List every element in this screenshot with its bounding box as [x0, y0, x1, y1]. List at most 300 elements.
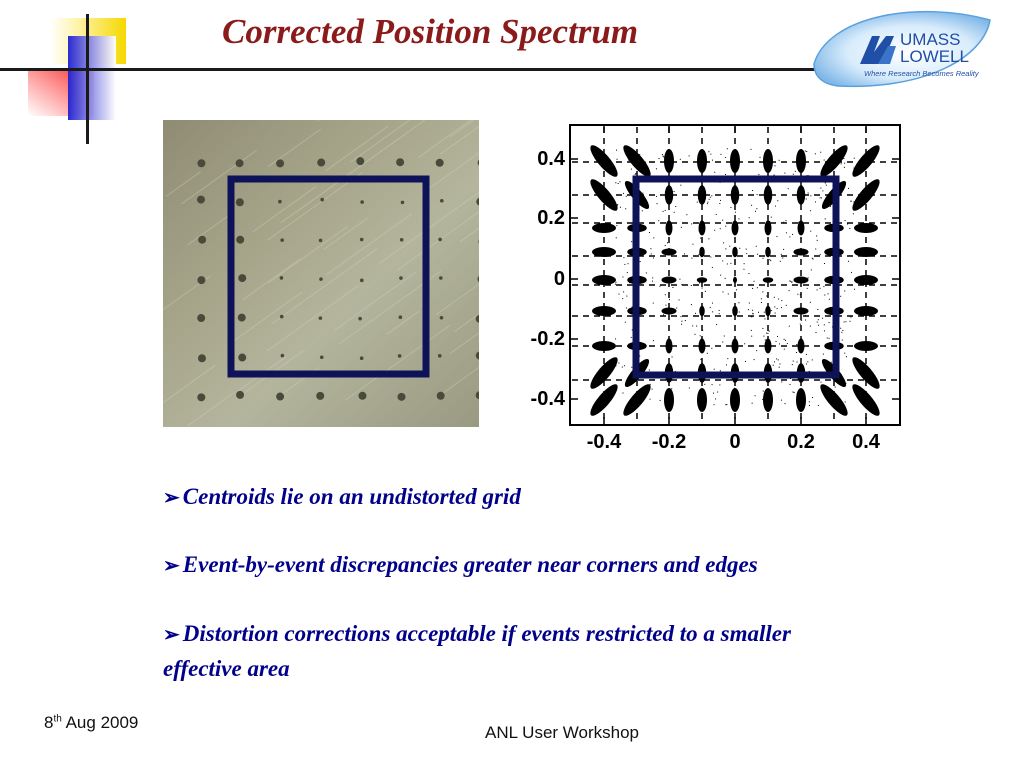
scatter-point — [765, 152, 766, 153]
scatter-point — [815, 332, 816, 333]
scatter-point — [716, 214, 717, 215]
scatter-point — [761, 302, 762, 303]
scatter-point — [738, 218, 739, 219]
scatter-cluster — [697, 277, 708, 283]
scatter-point — [845, 321, 846, 322]
scatter-point — [722, 220, 723, 221]
scatter-point — [739, 312, 740, 313]
scatter-point — [764, 312, 765, 313]
scatter-point — [807, 361, 808, 362]
scatter-point — [817, 322, 818, 323]
scatter-point — [781, 300, 782, 301]
footer-date: 8th Aug 2009 — [44, 713, 139, 732]
scatter-point — [622, 277, 623, 278]
scatter-point — [775, 313, 776, 314]
scatter-point — [851, 272, 852, 273]
scatter-point — [616, 282, 617, 283]
scatter-point — [806, 363, 807, 364]
scatter-point — [841, 374, 842, 375]
scatter-cluster — [592, 223, 616, 233]
scatter-point — [792, 391, 793, 392]
scatter-point — [830, 394, 831, 395]
scatter-point — [841, 163, 842, 164]
scatter-point — [729, 285, 730, 286]
scatter-point — [770, 260, 771, 261]
xtick-label: 0.2 — [787, 431, 815, 453]
scatter-point — [699, 230, 700, 231]
scatter-point — [734, 158, 735, 159]
scatter-point — [784, 339, 785, 340]
ytick-label: -0.4 — [530, 388, 565, 410]
scatter-point — [776, 236, 777, 237]
scatter-point — [665, 294, 666, 295]
scatter-point — [672, 161, 673, 162]
scatter-point — [719, 310, 720, 311]
scatter-point — [763, 336, 764, 337]
scatter-point — [774, 175, 775, 176]
scatter-point — [631, 169, 632, 170]
xtick-label: -0.2 — [651, 431, 687, 453]
scatter-point — [714, 172, 715, 173]
scatter-point — [644, 206, 645, 207]
scatter-point — [696, 326, 697, 327]
scatter-point — [840, 296, 841, 297]
scatter-point — [757, 287, 758, 288]
scatter-point — [631, 313, 632, 314]
scatter-point — [720, 228, 721, 229]
scatter-point — [793, 174, 794, 175]
scatter-point — [640, 261, 641, 262]
scatter-point — [646, 387, 647, 388]
mask-hole — [238, 314, 246, 322]
scatter-point — [631, 367, 632, 368]
scatter-point — [676, 308, 677, 309]
scatter-cluster — [854, 341, 878, 351]
scatter-point — [800, 343, 801, 344]
scatter-cluster — [854, 223, 878, 233]
mask-hole — [236, 198, 244, 206]
scatter-point — [830, 310, 831, 311]
scatter-point — [795, 171, 796, 172]
scatter-point — [649, 399, 650, 400]
mask-hole — [396, 158, 404, 166]
scatter-point — [848, 188, 849, 189]
scatter-point — [751, 205, 752, 206]
scatter-point — [806, 199, 807, 200]
scatter-point — [765, 339, 766, 340]
scatter-point — [812, 397, 813, 398]
scatter-point — [829, 299, 830, 300]
scatter-point — [646, 272, 647, 273]
scatter-point — [832, 162, 833, 163]
ytick-label: 0 — [553, 268, 565, 290]
scatter-point — [766, 296, 767, 297]
scatter-cluster — [732, 306, 738, 317]
scatter-point — [615, 338, 616, 339]
mask-hole — [236, 159, 244, 167]
scatter-point — [805, 151, 806, 152]
mask-hole — [398, 354, 402, 358]
scatter-point — [619, 181, 620, 182]
scatter-point — [719, 313, 720, 314]
scatter-point — [691, 258, 692, 259]
scatter-point — [623, 257, 624, 258]
scatter-cluster — [733, 277, 737, 283]
scatter-point — [838, 151, 839, 152]
scatter-point — [797, 362, 798, 363]
scatter-point — [802, 366, 803, 367]
scatter-point — [769, 331, 770, 332]
scatter-point — [681, 321, 682, 322]
scatter-point — [749, 303, 750, 304]
scatter-point — [667, 242, 668, 243]
scatter-point — [624, 365, 625, 366]
scatter-point — [830, 206, 831, 207]
scatter-point — [841, 402, 842, 403]
mask-hole — [319, 316, 323, 320]
scatter-point — [705, 156, 706, 157]
scatter-point — [766, 333, 767, 334]
mask-hole — [197, 314, 205, 322]
mask-hole — [238, 354, 246, 362]
scatter-point — [719, 384, 720, 385]
mask-hole — [360, 200, 364, 204]
scatter-point — [738, 302, 739, 303]
mask-hole — [398, 393, 406, 401]
scatter-point — [823, 354, 824, 355]
scatter-point — [758, 312, 759, 313]
scatter-point — [812, 258, 813, 259]
scatter-point — [623, 291, 624, 292]
scatter-point — [629, 282, 630, 283]
scatter-point — [725, 157, 726, 158]
mask-hole — [399, 315, 403, 319]
scatter-point — [789, 326, 790, 327]
mask-hole — [281, 354, 285, 358]
scatter-point — [685, 320, 686, 321]
scatter-point — [681, 324, 682, 325]
scatter-point — [669, 299, 670, 300]
scatter-cluster — [731, 185, 740, 205]
scatter-point — [774, 361, 775, 362]
scatter-point — [752, 403, 753, 404]
scatter-point — [692, 325, 693, 326]
scatter-point — [615, 365, 616, 366]
scatter-point — [704, 384, 705, 385]
scatter-point — [820, 188, 821, 189]
scatter-point — [680, 316, 681, 317]
scatter-point — [707, 202, 708, 203]
scatter-point — [617, 205, 618, 206]
scatter-point — [725, 226, 726, 227]
scatter-point — [850, 317, 851, 318]
scatter-point — [816, 235, 817, 236]
scatter-point — [754, 281, 755, 282]
scatter-cluster — [796, 388, 806, 412]
scatter-point — [762, 291, 763, 292]
scatter-point — [707, 353, 708, 354]
scatter-cluster — [794, 277, 809, 284]
scatter-point — [749, 217, 750, 218]
scatter-point — [736, 289, 737, 290]
scatter-point — [708, 151, 709, 152]
scatter-point — [699, 254, 700, 255]
scatter-point — [754, 359, 755, 360]
scatter-cluster — [854, 306, 878, 316]
mask-hole — [320, 356, 324, 360]
scatter-point — [681, 284, 682, 285]
scatter-point — [618, 183, 619, 184]
scatter-cluster — [664, 388, 674, 412]
scatter-point — [823, 286, 824, 287]
scatter-point — [845, 383, 846, 384]
scatter-point — [710, 154, 711, 155]
scatter-point — [616, 150, 617, 151]
scatter-point — [625, 322, 626, 323]
scatter-point — [702, 330, 703, 331]
scatter-point — [783, 222, 784, 223]
scatter-point — [767, 189, 768, 190]
scatter-point — [789, 290, 790, 291]
scatter-point — [691, 304, 692, 305]
scatter-point — [739, 248, 740, 249]
scatter-point — [806, 354, 807, 355]
scatter-cluster — [699, 247, 705, 258]
scatter-point — [822, 318, 823, 319]
scatter-cluster — [699, 221, 706, 236]
scatter-point — [666, 397, 667, 398]
xtick-label: -0.4 — [586, 431, 622, 453]
scatter-point — [760, 157, 761, 158]
scatter-point — [734, 203, 735, 204]
scatter-point — [847, 224, 848, 225]
scatter-cluster — [592, 247, 616, 257]
scatter-point — [644, 171, 645, 172]
scatter-point — [820, 382, 821, 383]
scatter-point — [755, 395, 756, 396]
scatter-point — [704, 230, 705, 231]
scatter-point — [848, 261, 849, 262]
scatter-point — [849, 228, 850, 229]
scatter-point — [800, 324, 801, 325]
scatter-point — [784, 173, 785, 174]
logo-tagline: Where Research Becomes Reality — [864, 69, 979, 78]
scatter-point — [825, 182, 826, 183]
scatter-point — [854, 289, 855, 290]
scatter-point — [844, 353, 845, 354]
scatter-point — [802, 347, 803, 348]
scatter-point — [659, 286, 660, 287]
scatter-point — [844, 167, 845, 168]
scatter-point — [752, 313, 753, 314]
scatter-point — [737, 151, 738, 152]
scatter-point — [650, 384, 651, 385]
scatter-point — [710, 307, 711, 308]
mask-hole — [278, 200, 282, 204]
scatter-point — [720, 275, 721, 276]
mask-hole — [401, 201, 405, 205]
mask-hole — [439, 276, 443, 280]
scatter-cluster — [854, 275, 878, 285]
scatter-point — [840, 328, 841, 329]
scatter-point — [797, 294, 798, 295]
scatter-point — [692, 244, 693, 245]
mask-hole — [198, 354, 206, 362]
mask-hole — [276, 159, 284, 167]
scatter-point — [771, 217, 772, 218]
scatter-point — [779, 367, 780, 368]
scatter-point — [825, 218, 826, 219]
scatter-point — [727, 358, 728, 359]
scatter-point — [823, 359, 824, 360]
mask-hole — [319, 239, 323, 243]
scatter-cluster — [732, 247, 738, 258]
scatter-point — [623, 393, 624, 394]
scatter-point — [793, 361, 794, 362]
scatter-point — [720, 370, 721, 371]
scatter-point — [801, 196, 802, 197]
scatter-point — [700, 359, 701, 360]
scatter-point — [745, 361, 746, 362]
scatter-point — [766, 370, 767, 371]
umass-lowell-logo — [808, 6, 998, 92]
mask-hole — [360, 279, 364, 283]
scatter-point — [838, 408, 839, 409]
scatter-point — [828, 293, 829, 294]
scatter-cluster — [794, 308, 809, 315]
mask-hole — [320, 198, 324, 202]
scatter-point — [800, 294, 801, 295]
mask-hole — [400, 238, 404, 242]
scatter-point — [719, 203, 720, 204]
mask-hole — [440, 199, 444, 203]
scatter-point — [844, 321, 845, 322]
scatter-point — [744, 263, 745, 264]
scatter-point — [615, 284, 616, 285]
scatter-point — [717, 392, 718, 393]
scatter-point — [835, 386, 836, 387]
scatter-point — [628, 344, 629, 345]
scatter-point — [671, 279, 672, 280]
scatter-point — [776, 341, 777, 342]
scatter-point — [691, 285, 692, 286]
scatter-point — [733, 152, 734, 153]
scatter-point — [842, 340, 843, 341]
scatter-point — [779, 363, 780, 364]
scatter-point — [679, 279, 680, 280]
scatter-cluster — [765, 247, 771, 258]
scatter-point — [781, 381, 782, 382]
scatter-cluster — [666, 221, 673, 236]
scatter-point — [691, 223, 692, 224]
scatter-point — [618, 294, 619, 295]
scatter-point — [767, 333, 768, 334]
scatter-point — [824, 330, 825, 331]
mask-hole — [438, 238, 442, 242]
scatter-point — [620, 207, 621, 208]
scatter-point — [705, 291, 706, 292]
scatter-point — [712, 384, 713, 385]
scatter-cluster — [697, 149, 707, 173]
scatter-point — [695, 313, 696, 314]
scatter-cluster — [592, 341, 616, 351]
scatter-point — [657, 203, 658, 204]
scatter-point — [774, 165, 775, 166]
scatter-point — [800, 398, 801, 399]
scatter-point — [653, 340, 654, 341]
scatter-cluster — [796, 149, 806, 173]
scatter-point — [810, 326, 811, 327]
scatter-point — [652, 389, 653, 390]
scatter-point — [616, 237, 617, 238]
scatter-point — [829, 338, 830, 339]
scatter-point — [781, 222, 782, 223]
scatter-cluster — [854, 247, 878, 257]
scatter-point — [665, 245, 666, 246]
scatter-point — [626, 196, 627, 197]
scatter-point — [645, 252, 646, 253]
mask-hole — [236, 236, 244, 244]
scatter-point — [720, 200, 721, 201]
logo-text-umass: UMASS — [900, 30, 961, 49]
bullet-item — [163, 548, 923, 583]
scatter-point — [837, 153, 838, 154]
bullet-text: Distortion corrections acceptable if events restricted to a smaller effective area — [163, 621, 791, 681]
scatter-point — [734, 388, 735, 389]
scatter-point — [824, 160, 825, 161]
scatter-point — [791, 281, 792, 282]
scatter-point — [846, 356, 847, 357]
scatter-point — [785, 220, 786, 221]
scatter-point — [656, 196, 657, 197]
scatter-point — [618, 363, 619, 364]
scatter-point — [735, 344, 736, 345]
scatter-point — [665, 210, 666, 211]
scatter-point — [777, 200, 778, 201]
bullet-arrow-icon: ➢ — [163, 624, 180, 646]
mask-hole — [280, 238, 284, 242]
scatter-point — [720, 154, 721, 155]
scatter-point — [697, 202, 698, 203]
scatter-point — [642, 193, 643, 194]
scatter-point — [768, 152, 769, 153]
scatter-point — [628, 222, 629, 223]
scatter-point — [663, 156, 664, 157]
scatter-point — [849, 255, 850, 256]
mask-hole — [238, 274, 246, 282]
scatter-point — [652, 277, 653, 278]
mask-hole — [356, 157, 364, 165]
scatter-point — [854, 158, 855, 159]
scatter-point — [782, 257, 783, 258]
scatter-point — [822, 190, 823, 191]
scatter-point — [626, 307, 627, 308]
scatter-point — [660, 400, 661, 401]
scatter-point — [726, 364, 727, 365]
scatter-point — [710, 257, 711, 258]
scatter-point — [751, 316, 752, 317]
scatter-point — [781, 254, 782, 255]
mask-hole — [276, 393, 284, 401]
scatter-point — [695, 334, 696, 335]
scatter-cluster — [794, 249, 809, 256]
scatter-point — [768, 172, 769, 173]
scatter-point — [801, 320, 802, 321]
scatter-point — [830, 195, 831, 196]
scatter-point — [722, 291, 723, 292]
scatter-point — [707, 203, 708, 204]
scatter-point — [777, 308, 778, 309]
